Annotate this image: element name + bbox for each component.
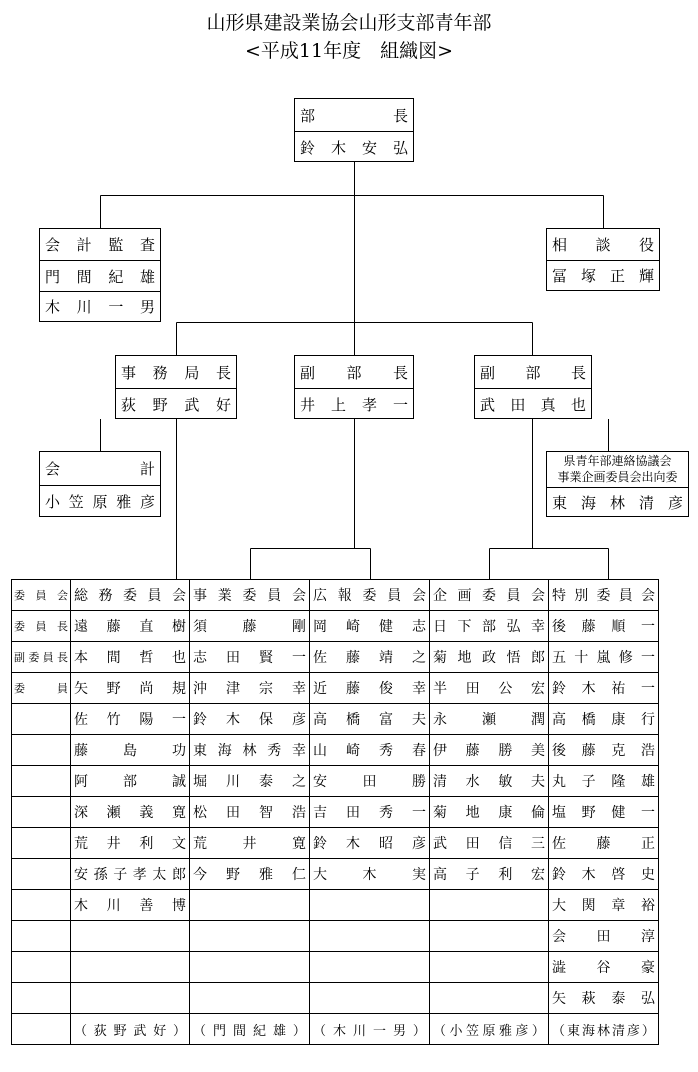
- committee-header-row: [12, 580, 659, 611]
- member-cell: 須 藤 剛: [190, 611, 310, 642]
- vice-head-2-box: [474, 355, 592, 419]
- committee-advisor-cell: （ 荻 野 武 好 ）: [71, 1014, 190, 1045]
- committees-table: [11, 579, 659, 1045]
- row-label-cell: [12, 766, 71, 797]
- row-label-cell: [12, 1014, 71, 1045]
- member-cell: [430, 890, 549, 921]
- row-label-cell: [12, 921, 71, 952]
- member-cell: [310, 890, 430, 921]
- member-cell: 岡 崎 健 志: [310, 611, 430, 642]
- member-cell: 後 藤 克 浩: [549, 735, 659, 766]
- row-label-cell: [12, 828, 71, 859]
- committee-member-row: [12, 704, 659, 735]
- committee-member-row: [12, 611, 659, 642]
- committee-name-cell: 総 務 委 員 会: [71, 580, 190, 611]
- committee-name-cell: 特 別 委 員 会: [549, 580, 659, 611]
- committee-name-cell: 事 業 委 員 会: [190, 580, 310, 611]
- member-cell: 丸 子 隆 雄: [549, 766, 659, 797]
- member-cell: [71, 952, 190, 983]
- row-label-cell: 委 員 長: [12, 611, 71, 642]
- member-cell: 高 子 利 宏: [430, 859, 549, 890]
- member-cell: [430, 952, 549, 983]
- member-cell: [310, 952, 430, 983]
- delegate-name: 東 海 林 清 彦: [547, 487, 688, 516]
- member-cell: 佐 藤 靖 之: [310, 642, 430, 673]
- member-cell: 安 田 勝: [310, 766, 430, 797]
- member-cell: 半 田 公 宏: [430, 673, 549, 704]
- member-cell: 安 孫 子 孝 太 郎: [71, 859, 190, 890]
- vice-head-2-name: 武 田 真 也: [475, 388, 591, 419]
- row-label-cell: [12, 735, 71, 766]
- member-cell: [190, 890, 310, 921]
- member-cell: 大 木 実: [310, 859, 430, 890]
- member-cell: [71, 983, 190, 1014]
- committee-footer-row: [12, 1014, 659, 1045]
- row-label-cell: [12, 890, 71, 921]
- member-cell: 塩 野 健 一: [549, 797, 659, 828]
- member-cell: [430, 921, 549, 952]
- advisor-box: [546, 228, 660, 291]
- committee-advisor-cell: （ 東 海 林 清 彦 ）: [549, 1014, 659, 1045]
- member-cell: 阿 部 誠: [71, 766, 190, 797]
- vice-head-1-name: 井 上 孝 一: [295, 388, 413, 419]
- committee-member-row: [12, 859, 659, 890]
- head-role: 部 長: [300, 106, 408, 125]
- delegate-box: [546, 451, 689, 517]
- member-cell: 高 橋 富 夫: [310, 704, 430, 735]
- row-label-cell: [12, 704, 71, 735]
- committee-name-cell: 広 報 委 員 会: [310, 580, 430, 611]
- member-cell: 木 川 善 博: [71, 890, 190, 921]
- member-cell: 高 橋 康 行: [549, 704, 659, 735]
- member-cell: 近 藤 俊 幸: [310, 673, 430, 704]
- member-cell: [71, 921, 190, 952]
- member-cell: [430, 983, 549, 1014]
- member-cell: 藤 島 功: [71, 735, 190, 766]
- row-label-cell: 委 員 会: [12, 580, 71, 611]
- member-cell: 鈴 木 祐 一: [549, 673, 659, 704]
- committee-member-row: [12, 642, 659, 673]
- member-cell: 伊 藤 勝 美: [430, 735, 549, 766]
- member-cell: 松 田 智 浩: [190, 797, 310, 828]
- committee-member-row: [12, 921, 659, 952]
- row-label-cell: [12, 952, 71, 983]
- member-cell: 矢 野 尚 規: [71, 673, 190, 704]
- auditors-box: [39, 228, 161, 322]
- delegate-role-line1: 県青年部連絡協議会: [563, 454, 672, 468]
- member-cell: 深 瀬 義 寛: [71, 797, 190, 828]
- member-cell: 鈴 木 啓 史: [549, 859, 659, 890]
- advisor-name: 冨 塚 正 輝: [547, 260, 659, 290]
- member-cell: 後 藤 順 一: [549, 611, 659, 642]
- advisor-role: 相 談 役: [552, 236, 654, 254]
- member-cell: [190, 952, 310, 983]
- secretary-name: 荻 野 武 好: [116, 388, 236, 419]
- committee-member-row: [12, 766, 659, 797]
- committee-member-row: [12, 983, 659, 1014]
- delegate-role-line2: 事業企画委員会出向委: [557, 470, 678, 484]
- member-cell: [190, 921, 310, 952]
- member-cell: 武 田 信 三: [430, 828, 549, 859]
- committee-member-row: [12, 890, 659, 921]
- row-label-cell: [12, 983, 71, 1014]
- member-cell: 佐 竹 陽 一: [71, 704, 190, 735]
- member-cell: 今 野 雅 仁: [190, 859, 310, 890]
- member-cell: 永 瀬 潤: [430, 704, 549, 735]
- member-cell: 菊 地 康 倫: [430, 797, 549, 828]
- member-cell: 佐 藤 正: [549, 828, 659, 859]
- member-cell: 遠 藤 直 樹: [71, 611, 190, 642]
- row-label-cell: [12, 859, 71, 890]
- treasurer-role: 会 計: [45, 460, 155, 478]
- member-cell: 堀 川 泰 之: [190, 766, 310, 797]
- secretary-role: 事 務 局 長: [121, 363, 231, 382]
- member-cell: 志 田 賢 一: [190, 642, 310, 673]
- auditors-role: 会 計 監 査: [45, 236, 155, 254]
- chart-subtitle: <平成11年度 組織図>: [244, 40, 454, 62]
- committee-member-row: [12, 673, 659, 704]
- member-cell: 澁 谷 豪: [549, 952, 659, 983]
- member-cell: 吉 田 秀 一: [310, 797, 430, 828]
- member-cell: 山 崎 秀 春: [310, 735, 430, 766]
- member-cell: 矢 萩 泰 弘: [549, 983, 659, 1014]
- member-cell: 清 水 敏 夫: [430, 766, 549, 797]
- member-cell: 荒 井 利 文: [71, 828, 190, 859]
- committee-member-row: [12, 828, 659, 859]
- member-cell: [310, 983, 430, 1014]
- member-cell: 鈴 木 昭 彦: [310, 828, 430, 859]
- chart-title: 山形県建設業協会山形支部青年部: [206, 12, 492, 34]
- committee-advisor-cell: （ 木 川 一 男 ）: [310, 1014, 430, 1045]
- member-cell: 五 十 嵐 修 一: [549, 642, 659, 673]
- row-label-cell: [12, 797, 71, 828]
- committee-advisor-cell: （ 小 笠 原 雅 彦 ）: [430, 1014, 549, 1045]
- member-cell: 沖 津 宗 幸: [190, 673, 310, 704]
- committee-name-cell: 企 画 委 員 会: [430, 580, 549, 611]
- committee-advisor-cell: （ 門 間 紀 雄 ）: [190, 1014, 310, 1045]
- head-box: [294, 98, 414, 162]
- committee-member-row: [12, 735, 659, 766]
- member-cell: 会 田 淳: [549, 921, 659, 952]
- committee-member-row: [12, 952, 659, 983]
- delegate-role: [547, 452, 688, 487]
- member-cell: [310, 921, 430, 952]
- secretary-box: [115, 355, 237, 419]
- vice-head-1-box: [294, 355, 414, 419]
- member-cell: 大 関 章 裕: [549, 890, 659, 921]
- member-cell: 鈴 木 保 彦: [190, 704, 310, 735]
- auditor-name-2: 木 川 一 男: [40, 291, 160, 321]
- treasurer-box: [39, 451, 161, 517]
- head-name: 鈴 木 安 弘: [295, 131, 413, 162]
- member-cell: 本 間 哲 也: [71, 642, 190, 673]
- vice-head-2-role: 副 部 長: [480, 363, 586, 382]
- row-label-cell: 委 員: [12, 673, 71, 704]
- member-cell: 東 海 林 秀 幸: [190, 735, 310, 766]
- member-cell: 荒 井 寛: [190, 828, 310, 859]
- row-label-cell: 副 委 員 長: [12, 642, 71, 673]
- member-cell: 日 下 部 弘 幸: [430, 611, 549, 642]
- treasurer-name: 小 笠 原 雅 彦: [40, 485, 160, 517]
- auditor-name-1: 門 間 紀 雄: [40, 260, 160, 291]
- member-cell: 菊 地 政 悟 郎: [430, 642, 549, 673]
- committee-member-row: [12, 797, 659, 828]
- vice-head-1-role: 副 部 長: [300, 363, 408, 382]
- member-cell: [190, 983, 310, 1014]
